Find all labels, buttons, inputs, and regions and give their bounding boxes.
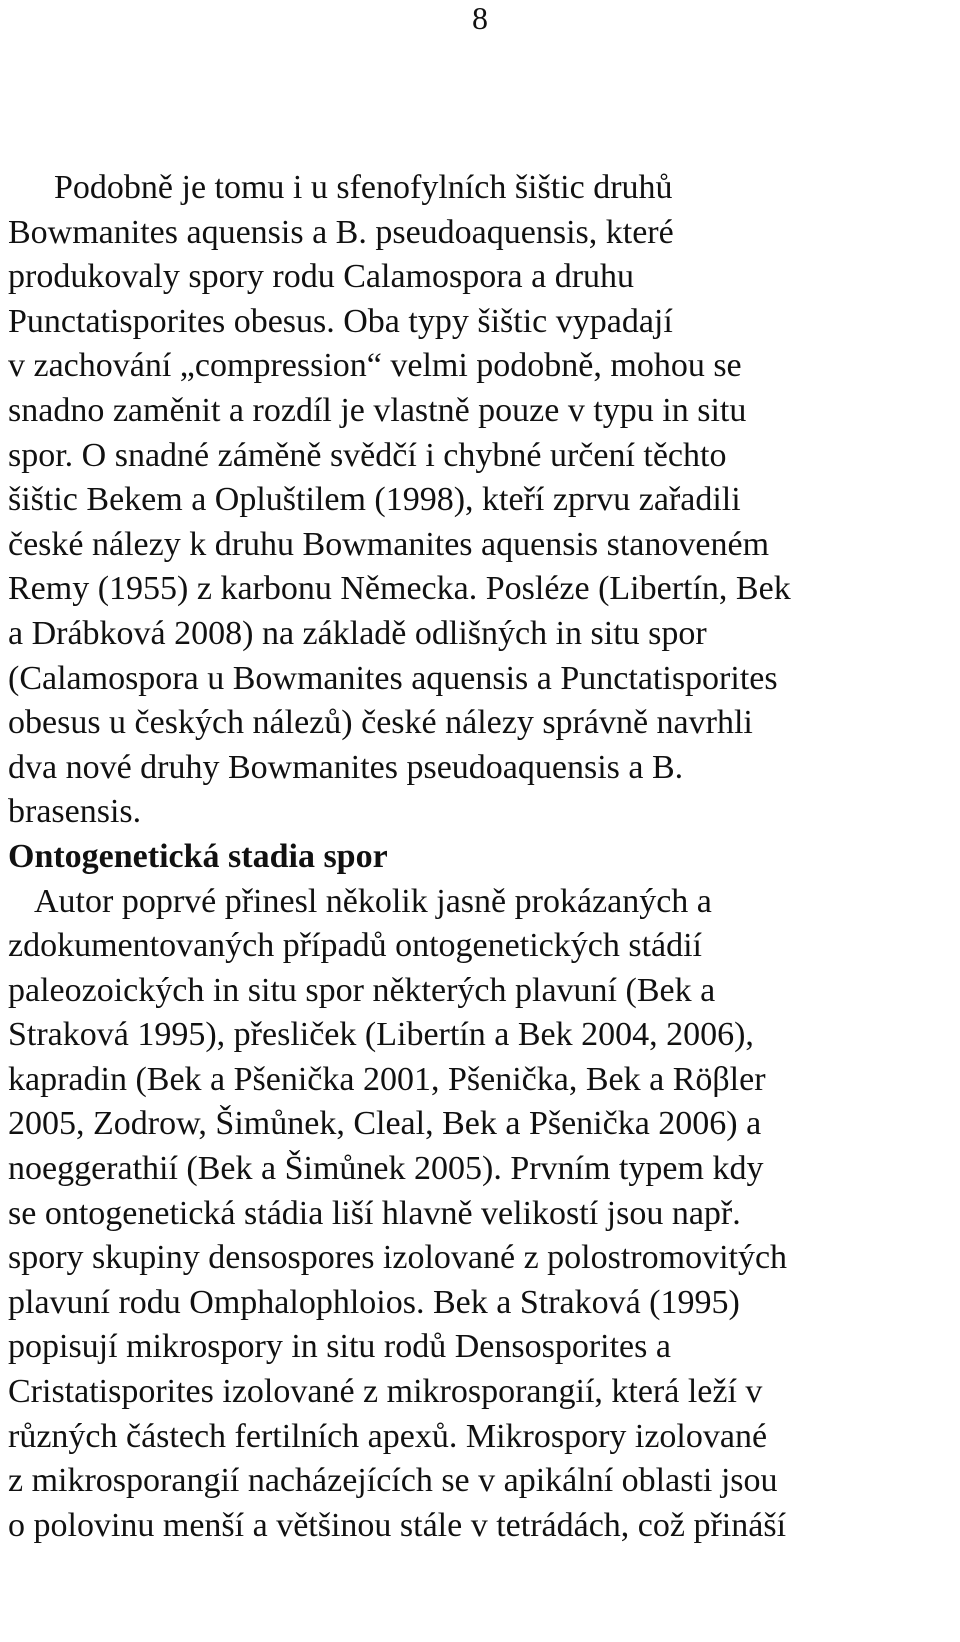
text-line: 2005, Zodrow, Šimůnek, Cleal, Bek a Pšenička 2006) a [8, 1105, 762, 1143]
text-line: různých částech fertilních apexů. Mikrospory izolované [8, 1417, 768, 1455]
text-line: popisují mikrospory in situ rodů Densosporites a [8, 1328, 671, 1366]
text-line: snadno zaměnit a rozdíl je vlastně pouze v typu in situ [8, 391, 747, 429]
paragraph-1 [8, 166, 952, 835]
text-line: dva nové druhy Bowmanites pseudoaquensis a B. [8, 748, 684, 786]
page-number: 8 [472, 0, 488, 36]
text-line: z mikrosporangií nacházejících se v apikální oblasti jsou [8, 1462, 778, 1500]
document-body [8, 166, 952, 1548]
text-line: zdokumentovaných případů ontogenetických stádií [8, 927, 702, 965]
text-line: Straková 1995), přesliček (Libertín a Bek 2004, 2006), [8, 1016, 754, 1054]
text-line: české nálezy k druhu Bowmanites aquensis stanoveném [8, 525, 770, 563]
text-line: kapradin (Bek a Pšenička 2001, Pšenička, Bek a Röβler [8, 1060, 766, 1098]
text-line: spory skupiny densospores izolované z polostromovitých [8, 1239, 788, 1277]
text-line: (Calamospora u Bowmanites aquensis a Punctatisporites [8, 659, 778, 697]
paragraph-2 [8, 880, 952, 1549]
text-line: noeggerathií (Bek a Šimůnek 2005). Prvním typem kdy [8, 1150, 764, 1188]
text-line: o polovinu menší a většinou stále v tetrádách, což přináší [8, 1506, 787, 1544]
section-heading: Ontogenetická stadia spor [8, 837, 388, 875]
text-line: Remy (1955) z karbonu Německa. Posléze (Libertín, Bek [8, 570, 791, 608]
text-line: Bowmanites aquensis a B. pseudoaquensis, které [8, 213, 674, 251]
text-line: Cristatisporites izolované z mikrosporangií, která leží v [8, 1373, 763, 1411]
text-line: Punctatisporites obesus. Oba typy šištic vypadají [8, 302, 673, 340]
text-line: Autor poprvé přinesl několik jasně prokázaných a [34, 882, 712, 920]
text-line: v zachování „compression“ velmi podobně, mohou se [8, 347, 742, 385]
text-line: obesus u českých nálezů) české nálezy správně navrhli [8, 704, 753, 742]
text-line: a Drábková 2008) na základě odlišných in situ spor [8, 614, 707, 652]
text-line: šištic Bekem a Opluštilem (1998), kteří zprvu zařadili [8, 481, 741, 519]
text-line: paleozoických in situ spor některých plavuní (Bek a [8, 971, 716, 1009]
text-line: produkovaly spory rodu Calamospora a druhu [8, 258, 635, 296]
text-line: brasensis. [8, 793, 142, 831]
text-line: plavuní rodu Omphalophloios. Bek a Straková (1995) [8, 1283, 740, 1321]
text-line: spor. O snadné záměně svědčí i chybné určení těchto [8, 436, 727, 474]
text-line: Podobně je tomu i u sfenofylních šištic druhů [54, 169, 673, 206]
text-line: se ontogenetická stádia liší hlavně velikostí jsou např. [8, 1194, 741, 1232]
